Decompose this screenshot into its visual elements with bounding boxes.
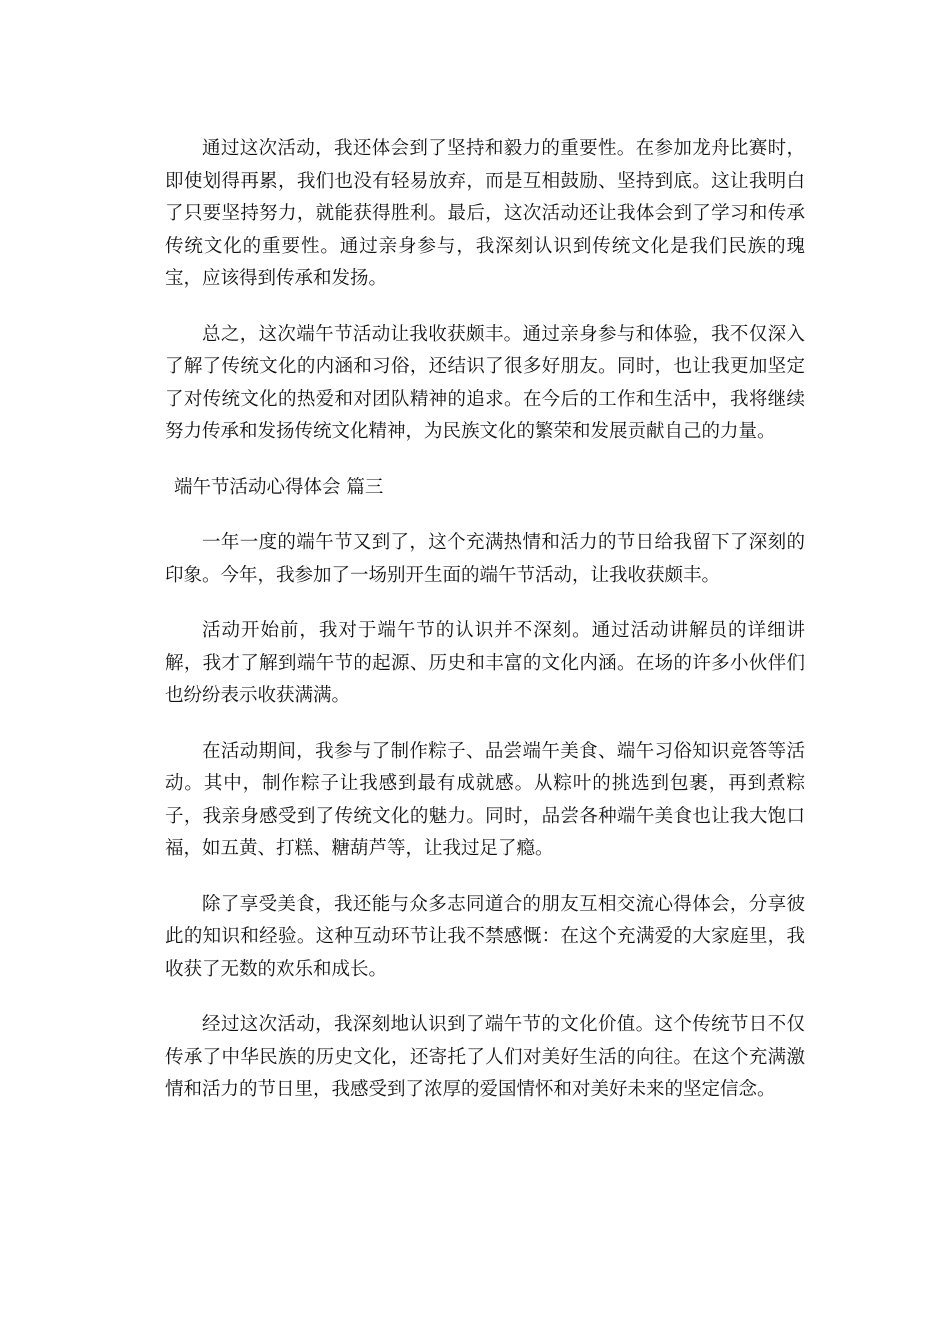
paragraph-intro: 一年一度的端午节又到了，这个充满热情和活力的节日给我留下了深刻的印象。今年，我参加了一场别开生面的端午节活动，让我收获颇丰。 xyxy=(165,532,805,586)
paragraph-sharing: 除了享受美食，我还能与众多志同道合的朋友互相交流心得体会，分享彼此的知识和经验。这种互动环节让我不禁感慨：在这个充满爱的大家庭里，我收获了无数的欢乐和成长。 xyxy=(165,893,805,980)
paragraph-conclusion: 经过这次活动，我深刻地认识到了端午节的文化价值。这个传统节日不仅传承了中华民族的历史文化，还寄托了人们对美好生活的向往。在这个充满激情和活力的节日里，我感受到了浓厚的爱国情怀和对美好未来的坚定信念。 xyxy=(165,1014,805,1100)
document-body xyxy=(165,133,805,1130)
paragraph-during-activity: 在活动期间，我参与了制作粽子、品尝端午美食、端午习俗知识竞答等活动。其中，制作粽子让我感到最有成就感。从粽叶的挑选到包裹，再到煮粽子，我亲身感受到了传统文化的魅力。同时，品尝各种端午美食也让我大饱口福，如五黄、打糕、糖葫芦等，让我过足了瘾。 xyxy=(165,740,805,859)
paragraph-perseverance: 通过这次活动，我还体会到了坚持和毅力的重要性。在参加龙舟比赛时，即使划得再累，我们也没有轻易放弃，而是互相鼓励、坚持到底。这让我明白了只要坚持努力，就能获得胜利。最后，这次活动还让我体会到了学习和传承传统文化的重要性。通过亲身参与，我深刻认识到传统文化是我们民族的瑰宝，应该得到传承和发扬。 xyxy=(165,138,805,289)
section-heading: 端午节活动心得体会 篇三 xyxy=(174,476,384,498)
paragraph-before-activity: 活动开始前，我对于端午节的认识并不深刻。通过活动讲解员的详细讲解，我才了解到端午节的起源、历史和丰富的文化内涵。在场的许多小伙伴们也纷纷表示收获满满。 xyxy=(165,620,805,706)
paragraph-summary: 总之，这次端午节活动让我收获颇丰。通过亲身参与和体验，我不仅深入了解了传统文化的内涵和习俗，还结识了很多好朋友。同时，也让我更加坚定了对传统文化的热爱和对团队精神的追求。在今后的工作和生活中，我将继续努力传承和发扬传统文化精神，为民族文化的繁荣和发展贡献自己的力量。 xyxy=(165,323,805,442)
